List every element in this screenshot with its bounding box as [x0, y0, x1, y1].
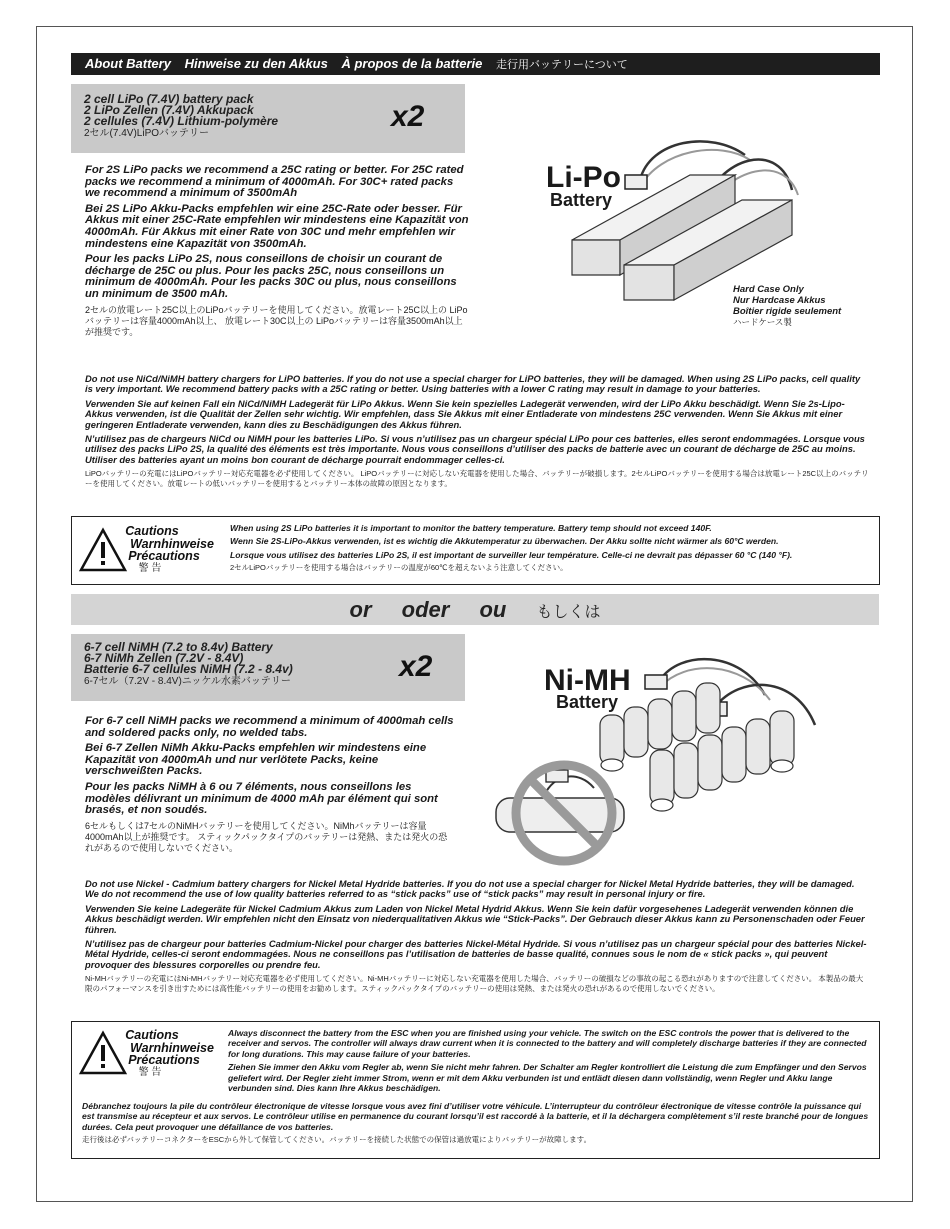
caution2-de: Ziehen Sie immer den Akku vom Regler ab, wenn Sie nicht mehr fahren. Der Schalter am Regler kontrolliert die Leistung die zum Empfänger und den Servos geliefert wird. Der Regler zieht immer Strom, wenn er mit dem Akku verbunden ist und entlädt diesen dann vollständig, wenn Regler und Akku lange verbunden sind. Dies kann Ihre Akkus beschädigen.: [228, 1062, 867, 1094]
lipo-recommendations: [85, 165, 470, 342]
lipo-warning-de: Verwenden Sie auf keinen Fall ein NiCd/NiMH Ladegerät für LiPo Akkus. Wenn Sie kein spezielles Ladegerät verwenden, wird der LiPo Akku beschädigt. Wenn Sie 2s-Lipo-Akkus verwenden, ist die Qualität der Zellen sehr wichtig. Wir empfehlen, dass Sie Akkus mit einer Entladerate von mindestens 25C verwenden. Wenn Sie Akkus mit einer geringeren Entladerate verwenden, kann dies zu Beschädigungen des Akkus führen.: [85, 397, 845, 430]
caution-text-2a: [228, 1028, 870, 1096]
lipo-warning-en: Do not use NiCd/NiMH battery chargers for LiPO batteries. If you do not use a special charger for LiPO batteries, they will be damaged. When using 2S LiPo packs, cell quality is very important. We recommend battery packs with a 25C rating or better. Using batteries with a lower C rating may result in damage to your batteries.: [85, 373, 861, 395]
caution1-fr: Lorsque vous utilisez des batteries LiPo 2S, il est important de surveiller leur température. Celle-ci ne devrait pas dépasser 60 °C (140 °F).: [230, 549, 793, 560]
nimh-rec-jp: 6セルもしくは7セルのNiMHバッテリーを使用してください。NiMhバッテリーは容量4000mAh以上が推奨です。 スティックパックタイプのバッテリーは発熱、または発火の恐れがあるので使用しないでください。: [85, 820, 448, 853]
caution1-en: When using 2S LiPo batteries it is important to monitor the battery temperature. Battery temp should not exceed 140F.: [230, 523, 712, 533]
caution-label-1: [112, 525, 222, 575]
lipo-pack-en: 2 cell LiPo (7.4V) battery pack: [84, 92, 254, 106]
caution2-jp: 走行後は必ずバッテリーコネクターをESCから外して保管してください。バッテリーを接続した状態での保管は過放電によりバッテリーが故障します。: [82, 1135, 592, 1145]
nimh-warning-en: Do not use Nickel - Cadmium battery chargers for Nickel Metal Hydride batteries. If you do not use a special charger for Nickel Metal Hydride batteries, they will be damaged. We do not recommend the use of low quality batteries referred to as “stick packs” use of “stick packs” may result in personal injury or fire.: [85, 878, 855, 900]
header-jp: 走行用バッテリーについて: [495, 59, 628, 71]
nimh-pack-en: 6-7 cell NiMH (7.2 to 8.4v) Battery: [84, 640, 273, 654]
caution-text-2b: [82, 1101, 872, 1149]
no-stick-pack-icon: [484, 758, 644, 868]
hard-case-de: Nur Hardcase Akkus: [733, 295, 826, 306]
lipo-warning-fr: N’utilisez pas de chargeurs NiCd ou NiMH pour les batteries LiPo. Si vous n’utilisez pas un chargeur spécial LiPo pour ces batteries, elles seront endommagées. Lorsque vous utilisez des packs LiPo 2S, la qualité des éléments est très importante. Nous vous conseillons d’utiliser des packs de batterie avec un courant de décharge de 25C au moins. Utiliser des batteries ayant un moins bon courant de décharge pourrait endommager celles-ci.: [85, 433, 865, 465]
or-fr: ou: [479, 597, 507, 622]
lipo-pack-count: x2: [391, 100, 425, 133]
nimh-warning: [85, 879, 870, 998]
nimh-rec-fr: Pour les packs NiMH à 6 ou 7 éléments, nous conseillons les modèles délivrant un minimum de 4000 mAh par élément qui sont brasés, et non soudés.: [85, 780, 438, 817]
caution2-label-fr: Précautions: [128, 1053, 200, 1067]
nimh-pack-jp: 6-7セル（7.2V - 8.4V)ニッケル水素バッテリー: [84, 676, 291, 687]
or-divider: [71, 594, 879, 625]
lipo-pack-de: 2 LiPo Zellen (7.4V) Akkupack: [84, 103, 254, 117]
caution1-label-fr: Précautions: [128, 549, 200, 563]
caution1-label-de: Warnhinweise: [130, 536, 214, 551]
caution2-label-de: Warnhinweise: [130, 1040, 214, 1055]
lipo-warning-jp: LiPOバッテリーの充電にはLiPOバッテリー対応充電器を必ず使用してください。 LiPOバッテリーに対応しない充電器を使用した場合、バッテリーが破損します。2セルLiPOバッテリーを使用する場合は放電レート25C以上のバッテリーを使用してください。放電レートの低いバッテリーを使用するとバッテリー本体の故障の原因となります。: [85, 469, 869, 489]
lipo-rec-fr: Pour les packs LiPo 2S, nous conseillons de choisir un courant de décharge de 25C ou plus. Pour les packs 25C, nous conseillons un minimum de 4000mAh. Pour les packs 30C ou plus, nous conseillons un minimum de 3500 mAh.: [85, 253, 457, 300]
nimh-rec-de: Bei 6-7 Zellen NiMh Akku-Packs empfehlen wir mindestens eine Kapazität von 4000mAh und nur verlötete Packs, keine verschweißten Packs.: [85, 742, 427, 778]
lipo-rec-jp: 2セルの放電レート25C以上のLiPoバッテリーを使用してください。放電レート25C以上の LiPoバッテリーは容量4000mAh以上、 放電レート30C以上の LiPoバッテリーは容量3500mAh以上が推奨です。: [85, 304, 468, 337]
or-en: or: [349, 597, 372, 622]
section-header: [71, 53, 880, 75]
lipo-pack-fr: 2 cellules (7.4V) Lithium-polymère: [84, 114, 279, 128]
header-en: About Battery: [85, 56, 171, 71]
or-jp: もしくは: [536, 604, 601, 621]
lipo-image-sublabel: Battery: [550, 190, 613, 210]
caution-text-1: [230, 523, 870, 577]
lipo-image-label: Li-Po: [546, 161, 621, 194]
lipo-warning: [85, 374, 870, 493]
nimh-recommendations: [85, 716, 455, 858]
hard-case-fr: Boîtier rigide seulement: [733, 306, 842, 317]
nimh-image-label: Ni-MH: [544, 664, 631, 697]
caution1-label-jp: 警 告: [138, 562, 162, 574]
caution-label-2: [112, 1029, 222, 1079]
lipo-rec-de: Bei 2S LiPo Akku-Packs empfehlen wir eine 25C-Rate oder besser. Für Akkus mit einer 25C-Rate empfehlen wir mindestens eine Kapazität von 4000mAh. Für Akkus mit einer Rate von 30C und mehr empfehlen wir mindestens eine Kapazität von 3500mAh.: [85, 202, 469, 250]
caution2-en: Always disconnect the battery from the ESC when you are finished using your vehicle. The switch on the ESC controls the power that is delivered to the receiver and servos. The controller will always draw current when it is connected to the battery and will completely discharge batteries if they are connected for long durations. This may cause failure of your batteries.: [228, 1028, 867, 1059]
caution2-label-en: Cautions: [125, 1028, 179, 1042]
nimh-warning-de: Verwenden Sie keine Ladegeräte für Nickel Cadmium Akkus zum Laden von Nickel Metal Hydrid Akkus. Wenn Sie kein dafür vorgesehenes Ladegerät verwenden können die Akkus beschädigt werden. Wir empfehlen nicht den Einsatz von niederqualitativen Akkus wie “Stick-Packs”. Der Gebrauch dieser Akkus kann zu Personenschaden oder Feuer führen.: [85, 902, 865, 935]
lipo-pack-jp: 2セル(7.4V)LiPOバッテリー: [84, 128, 210, 139]
caution1-jp: 2セルLiPOバッテリーを使用する場合はバッテリーの温度が60℃を超えないよう注意してください。: [230, 563, 568, 573]
nimh-pack-title: [84, 642, 384, 688]
lipo-battery-illustration: [560, 135, 870, 305]
nimh-warning-jp: Ni-MHバッテリーの充電にはNi-MHバッテリー対応充電器を必ず使用してください。Ni-MHバッテリーに対応しない充電器を使用した場合、バッテリーの破損などの事故の起こる恐れがありますので注意してください。 本製品の最大限のパフォーマンスを引き出すためには高性能バッテリーの使用をお勧めします。スティックパックタイプのバッテリーの使用は発熱、または発火の恐れがあるので使用しないでください。: [85, 974, 864, 994]
caution2-label-jp: 警 告: [138, 1066, 162, 1078]
nimh-warning-fr: N’utilisez pas de chargeur pour batteries Cadmium-Nickel pour charger des batteries Nickel-Métal Hydride. Si vous n’utilisez pas un chargeur spécial pour des batteries Nickel-Métal Hydride, celles-ci seront endommagées. Nous ne conseillons pas l’utilisation de batteries de basse qualité, connues sous le nom de « stick packs », qui peuvent provoquer des blessures corporelles ou prendre feu.: [85, 938, 867, 970]
header-fr: À propos de la batterie: [341, 56, 483, 71]
caution1-label-en: Cautions: [125, 524, 179, 538]
hard-case-en: Hard Case Only: [733, 284, 804, 295]
nimh-pack-de: 6-7 NiMh Zellen (7.2V - 8.4V): [84, 651, 244, 665]
caution1-de: Wenn Sie 2S-LiPo-Akkus verwenden, ist es wichtig die Akkutemperatur zu überwachen. Der Akku sollte nicht wärmer als 60°C werden.: [230, 536, 779, 547]
nimh-pack-count: x2: [399, 650, 433, 683]
hard-case-jp: ハードケース製: [733, 317, 792, 327]
lipo-hard-case-note: [733, 284, 841, 328]
nimh-image-sublabel: Battery: [556, 692, 619, 712]
nimh-pack-fr: Batterie 6-7 cellules NiMH (7.2 - 8.4v): [84, 662, 293, 676]
caution2-fr: Débranchez toujours la pile du contrôleur électronique de vitesse lorsque vous avez fini d’utiliser votre véhicule. L’interrupteur du contrôleur électronique de vitesse contrôle la puissance qui est transmise au récepteur et aux servos. Le contrôleur utilise en permanence du courant lorsqu’il est raccordé à la batterie, et il la déchargera complètement s’il reste branché pour de longues durées. Cela peut provoquer une défaillance de vos batteries.: [82, 1101, 869, 1132]
lipo-pack-title: [84, 94, 384, 140]
lipo-rec-en: For 2S LiPo packs we recommend a 25C rating or better. For 25C rated packs we recommend a minimum of 4000mAh. For 30C+ rated packs we recommend a minimum of 3500mAh: [85, 164, 464, 200]
nimh-rec-en: For 6-7 cell NiMH packs we recommend a minimum of 4000mah cells and soldered packs only, no welded tabs.: [85, 715, 454, 739]
or-de: oder: [401, 597, 450, 622]
header-de: Hinweise zu den Akkus: [184, 56, 328, 71]
